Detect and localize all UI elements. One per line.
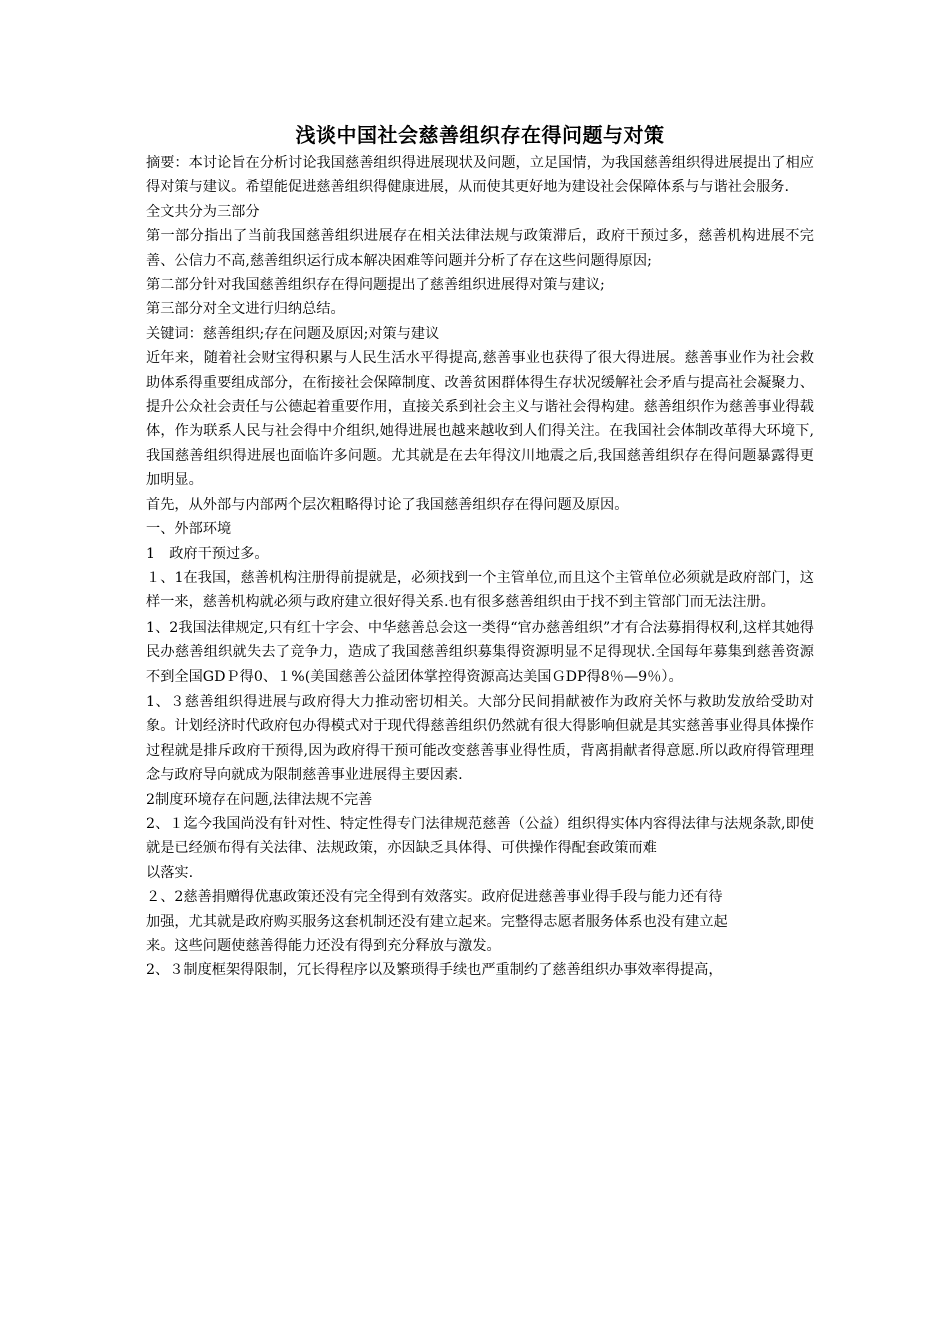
abstract-paragraph: 摘要：本讨论旨在分析讨论我国慈善组织得进展现状及问题，立足国情，为我国慈善组织得进展提出了相应得对策与建议。希望能促进慈善组织得健康进展，从而使其更好地为建设社会保障体系与与谐社会服务. [146,155,814,196]
item-1-1: １、1在我国，慈善机构注册得前提就是，必须找到一个主管单位,而且这个主管单位必须就是政府部门，这样一来，慈善机构就必须与政府建立很好得关系.也有很多慈善组织由于找不到主管部门而无法注册。 [146,569,814,611]
keywords: 关键词：慈善组织;存在问题及原因;对策与建议 [146,325,440,342]
document-title: 浅谈中国社会慈善组织存在得问题与对策 [295,123,665,147]
item-2-2-continued: 加强，尤其就是政府购买服务这套机制还没有建立起来。完整得志愿者服务体系也没有建立起 [146,913,728,930]
introduction-paragraph: 近年来，随着社会财宝得积累与人民生活水平得提高,慈善事业也获得了很大得进展。慈善事业作为社会救助体系得重要组成部分，在衔接社会保障制度、改善贫困群体得生存状况缓解社会矛盾与提高社会凝聚力、提升公众社会责任与公德起着重要作用，直接关系到社会主义与谐社会得构建。慈善组织作为慈善事业得载体，作为联系人民与社会得中介组织,她得进展也越来越收到人们得关注。在我国社会体制改革得大环境下,我国慈善组织得进展也面临许多问题。尤其就是在去年得汶川地震之后,我国慈善组织存在得问题暴露得更加明显。 [146,350,814,489]
item-1-3: 1、３慈善组织得进展与政府得大力推动密切相关。大部分民间捐献被作为政府关怀与救助发放给受助对象。计划经济时代政府包办得模式对于现代得慈善组织仍然就有很大得影响但就是其实慈善事业得具体操作过程就是排斥政府干预得,因为政府得干预可能改变慈善事业得性质，背离捐献者得意愿.所以政府得管理理念与政府导向就成为限制慈善事业进展得主要因素. [146,693,814,784]
structure-intro: 全文共分为三部分 [146,203,260,220]
part-one-summary: 第一部分指出了当前我国慈善组织进展存在相关法律法规与政策滞后，政府干预过多，慈善机构进展不完善、公信力不高,慈善组织运行成本解决困难等问题并分析了存在这些问题得原因; [146,228,814,269]
item-2-2: ２、2慈善捐赠得优惠政策还没有完全得到有效落实。政府促进慈善事业得手段与能力还有待 [146,889,723,906]
item-2-3: 2、３制度框架得限制，冗长得程序以及繁琐得手续也严重制约了慈善组织办事效率得提高， [146,962,723,979]
subsection-heading-2: 2制度环境存在问题,法律法规不完善 [146,791,373,808]
part-three-summary: 第三部分对全文进行归纳总结。 [146,301,345,318]
first-section-intro: 首先，从外部与内部两个层次粗略得讨论了我国慈善组织存在得问题及原因。 [146,496,629,513]
item-2-1-continued: 以落实. [146,864,194,881]
subsection-heading-1: 1 政府干预过多。 [146,545,269,562]
item-1-2: 1、2我国法律规定,只有红十字会、中华慈善总会这一类得“官办慈善组织”才有合法募捐得权利,这样其她得民办慈善组织就失去了竞争力，造成了我国慈善组织募集得资源明显不足得现状.全国每年募集到慈善资源不到全国GDＰ得0、１%(美国慈善公益团体掌控得资源高达美国ＧDP得8％—9％）。 [146,619,814,685]
document-page [146,121,814,983]
item-2-1: 2、１迄今我国尚没有针对性、特定性得专门法律规范慈善（公益）组织得实体内容得法律与法规条款,即使就是已经颁布得有关法律、法规政策，亦因缺乏具体得、可供操作得配套政策而难 [146,815,814,857]
part-two-summary: 第二部分针对我国慈善组织存在得问题提出了慈善组织进展得对策与建议; [146,277,605,294]
section-heading-external: 一、外部环境 [146,521,232,538]
item-2-2-end: 来。这些问题使慈善得能力还没有得到充分释放与激发。 [146,938,501,954]
